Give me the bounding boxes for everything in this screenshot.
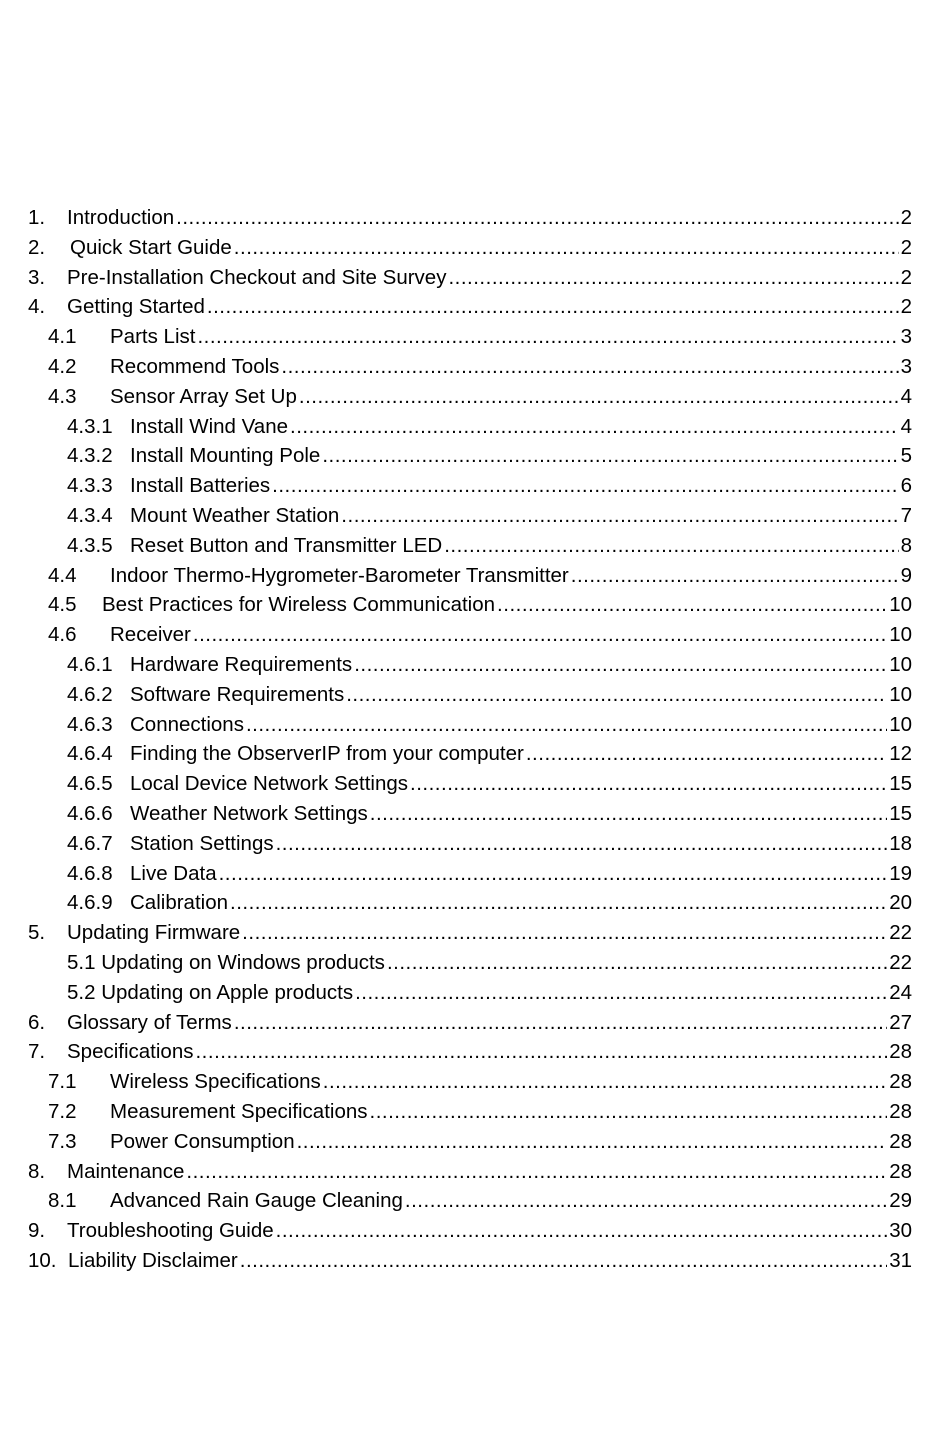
toc-entry-title: Station Settings: [130, 831, 274, 855]
toc-entry-title: Install Wind Vane: [130, 414, 289, 438]
toc-entry-page: 19: [889, 861, 912, 885]
toc-dot-leader: [297, 1127, 888, 1157]
toc-entry-body: [130, 412, 912, 442]
toc-entry-page: 4: [900, 384, 912, 408]
toc-entry-page: 2: [900, 265, 912, 289]
toc-entry-title: Wireless Specifications: [110, 1070, 321, 1094]
toc-dot-leader: [207, 292, 899, 322]
toc-entry[interactable]: [0, 769, 950, 799]
toc-entry-body: [130, 859, 912, 889]
toc-entry-page: 7: [900, 503, 912, 527]
toc-entry-number: 4.1: [48, 325, 77, 349]
toc-entry-body: [67, 263, 912, 293]
toc-entry-page: 28: [889, 1040, 912, 1064]
toc-entry-number: 5.: [28, 921, 46, 945]
toc-entry[interactable]: [0, 829, 950, 859]
toc-entry-body: [110, 352, 912, 382]
toc-entry-body: [130, 531, 912, 561]
toc-entry[interactable]: [0, 1127, 950, 1157]
toc-dot-leader: [186, 1157, 887, 1187]
toc-entry-title: 5.1 Updating on Windows products: [67, 950, 385, 974]
toc-entry-page: 2: [900, 206, 912, 229]
toc-entry-title: Quick Start Guide: [70, 235, 232, 259]
toc-entry-title: Indoor Thermo-Hygrometer-Barometer Transmitter: [110, 563, 569, 587]
toc-entry-page: 18: [889, 831, 912, 855]
toc-entry-page: 3: [900, 325, 912, 349]
toc-dot-leader: [387, 948, 887, 978]
toc-dot-leader: [370, 799, 887, 829]
toc-dot-leader: [370, 1097, 888, 1127]
toc-dot-leader: [176, 203, 898, 233]
toc-dot-leader: [234, 1008, 887, 1038]
toc-entry-page: 29: [889, 1189, 912, 1213]
toc-entry[interactable]: [0, 680, 950, 710]
toc-entry-body: [110, 322, 912, 352]
toc-dot-leader: [497, 590, 887, 620]
toc-entry-title: Mount Weather Station: [130, 503, 340, 527]
toc-entry-page: 31: [889, 1248, 912, 1272]
toc-entry-number: 4.3.5: [67, 533, 113, 557]
toc-entry-number: 4.6.2: [67, 682, 113, 706]
toc-entry-number: 6.: [28, 1010, 46, 1034]
toc-entry-page: 28: [889, 1129, 912, 1153]
toc-entry-body: [130, 501, 912, 531]
toc-dot-leader: [448, 263, 898, 293]
toc-entry-body: [130, 888, 912, 918]
toc-entry[interactable]: [0, 650, 950, 680]
toc-entry-body: [67, 1008, 912, 1038]
toc-dot-leader: [355, 978, 887, 1008]
toc-entry[interactable]: [0, 471, 950, 501]
toc-entry-page: 12: [889, 742, 912, 766]
toc-entry-number: 7.2: [48, 1099, 77, 1123]
toc-dot-leader: [410, 769, 887, 799]
toc-entry-body: [67, 918, 912, 948]
toc-entry-page: 15: [889, 801, 912, 825]
toc-entry[interactable]: [0, 620, 950, 650]
toc-entry-title: Hardware Requirements: [130, 652, 353, 676]
toc-entry-number: 3.: [28, 265, 46, 289]
toc-entry-number: 4.6.3: [67, 712, 113, 736]
toc-entry[interactable]: [0, 978, 950, 1008]
toc-dot-leader: [281, 352, 898, 382]
toc-dot-leader: [323, 1067, 887, 1097]
toc-entry-number: 4.6.9: [67, 891, 113, 915]
toc-entry-number: 4.6.8: [67, 861, 113, 885]
toc-entry-title: Finding the ObserverIP from your computer: [130, 742, 524, 766]
toc-entry[interactable]: [0, 1216, 950, 1246]
toc-entry-page: 10: [889, 593, 912, 617]
toc-entry[interactable]: [0, 799, 950, 829]
toc-entry-title: Receiver: [110, 623, 191, 647]
toc-entry[interactable]: [0, 1186, 950, 1216]
toc-entry-page: 30: [889, 1219, 912, 1243]
toc-entry-title: Specifications: [67, 1040, 194, 1064]
toc-entry-title: Measurement Specifications: [110, 1099, 368, 1123]
table-of-contents: [0, 203, 950, 1276]
toc-entry-body: [68, 1246, 912, 1276]
toc-entry-title: Best Practices for Wireless Communication: [102, 593, 496, 617]
toc-entry-number: 2.: [28, 235, 46, 259]
toc-entry-page: 10: [889, 652, 912, 676]
toc-entry[interactable]: [0, 233, 950, 263]
toc-entry-number: 10.: [28, 1248, 57, 1272]
toc-entry-body: [67, 1157, 912, 1187]
toc-entry-number: 4.4: [48, 563, 77, 587]
toc-entry-page: 10: [889, 623, 912, 647]
toc-entry-body: [110, 1127, 912, 1157]
toc-entry-body: [110, 382, 912, 412]
toc-entry[interactable]: [0, 590, 950, 620]
toc-entry-number: 4.3: [48, 384, 77, 408]
toc-dot-leader: [354, 650, 887, 680]
toc-entry-number: 4.6.1: [67, 652, 113, 676]
toc-entry-body: [67, 203, 912, 233]
toc-dot-leader: [193, 620, 887, 650]
toc-entry-title: 5.2 Updating on Apple products: [67, 980, 354, 1004]
toc-dot-leader: [290, 412, 899, 442]
toc-dot-leader: [272, 471, 898, 501]
toc-entry-body: [67, 292, 912, 322]
toc-entry-body: [110, 1186, 912, 1216]
toc-entry-page: 15: [889, 772, 912, 796]
toc-entry-page: 5: [900, 444, 912, 468]
toc-entry[interactable]: [0, 322, 950, 352]
toc-entry[interactable]: [0, 292, 950, 322]
toc-entry-title: Live Data: [130, 861, 217, 885]
toc-dot-leader: [219, 859, 888, 889]
toc-entry-title: Pre-Installation Checkout and Site Survey: [67, 265, 447, 289]
toc-dot-leader: [346, 680, 887, 710]
toc-entry[interactable]: [0, 1067, 950, 1097]
toc-entry-body: [130, 650, 912, 680]
toc-entry-number: 4.6.6: [67, 801, 113, 825]
toc-entry-number: 4.6.5: [67, 772, 113, 796]
toc-entry[interactable]: [0, 203, 950, 233]
toc-entry-page: 4: [900, 414, 912, 438]
toc-entry-body: [130, 739, 912, 769]
toc-entry-body: [130, 799, 912, 829]
toc-entry[interactable]: [0, 918, 950, 948]
toc-entry-title: Troubleshooting Guide: [67, 1219, 274, 1243]
toc-entry-title: Reset Button and Transmitter LED: [130, 533, 443, 557]
toc-entry-body: [102, 590, 912, 620]
toc-entry-title: Install Mounting Pole: [130, 444, 321, 468]
toc-entry-number: 1.: [28, 206, 46, 229]
toc-entry-body: [110, 1097, 912, 1127]
toc-dot-leader: [571, 561, 899, 591]
toc-entry-title: Sensor Array Set Up: [110, 384, 297, 408]
toc-entry[interactable]: [0, 1097, 950, 1127]
toc-entry-number: 4.5: [48, 593, 77, 617]
toc-entry-body: [130, 829, 912, 859]
toc-entry[interactable]: [0, 412, 950, 442]
toc-entry-title: Advanced Rain Gauge Cleaning: [110, 1189, 403, 1213]
toc-entry-page: 22: [889, 950, 912, 974]
toc-entry[interactable]: [0, 382, 950, 412]
toc-entry-page: 22: [889, 921, 912, 945]
toc-entry-body: [110, 561, 912, 591]
toc-entry[interactable]: [0, 859, 950, 889]
toc-entry-body: [67, 1216, 912, 1246]
toc-entry-body: [110, 1067, 912, 1097]
toc-entry-title: Install Batteries: [130, 474, 271, 498]
toc-dot-leader: [341, 501, 898, 531]
toc-entry-body: [130, 680, 912, 710]
toc-entry-page: 8: [900, 533, 912, 557]
toc-dot-leader: [195, 1037, 887, 1067]
toc-entry-title: Updating Firmware: [67, 921, 241, 945]
toc-entry[interactable]: [0, 948, 950, 978]
toc-entry-body: [67, 978, 912, 1008]
toc-entry[interactable]: [0, 1008, 950, 1038]
toc-entry-body: [70, 233, 912, 263]
toc-entry-body: [130, 471, 912, 501]
toc-entry-page: 6: [900, 474, 912, 498]
toc-dot-leader: [242, 918, 887, 948]
toc-entry[interactable]: [0, 531, 950, 561]
toc-dot-leader: [526, 739, 887, 769]
toc-entry[interactable]: [0, 352, 950, 382]
toc-entry-number: 4.: [28, 295, 46, 319]
toc-entry-page: 27: [889, 1010, 912, 1034]
toc-dot-leader: [240, 1246, 887, 1276]
toc-entry-title: Weather Network Settings: [130, 801, 368, 825]
toc-entry-title: Getting Started: [67, 295, 205, 319]
toc-entry[interactable]: [0, 501, 950, 531]
toc-entry-number: 4.6.4: [67, 742, 113, 766]
toc-entry[interactable]: [0, 441, 950, 471]
toc-entry-title: Liability Disclaimer: [68, 1248, 238, 1272]
toc-entry[interactable]: [0, 739, 950, 769]
toc-entry-number: 4.3.1: [67, 414, 113, 438]
toc-entry-number: 7.3: [48, 1129, 77, 1153]
toc-entry-title: Introduction: [67, 206, 175, 229]
toc-entry-page: 3: [900, 354, 912, 378]
toc-entry[interactable]: [0, 1037, 950, 1067]
toc-entry-body: [67, 1037, 912, 1067]
toc-entry-number: 4.6.7: [67, 831, 113, 855]
toc-entry-title: Maintenance: [67, 1159, 185, 1183]
toc-entry-number: 4.3.3: [67, 474, 113, 498]
toc-entry[interactable]: [0, 561, 950, 591]
toc-entry-number: 7.: [28, 1040, 46, 1064]
toc-dot-leader: [322, 441, 898, 471]
toc-dot-leader: [230, 888, 887, 918]
toc-entry-title: Calibration: [130, 891, 228, 915]
toc-entry-body: [110, 620, 912, 650]
toc-entry-page: 28: [889, 1070, 912, 1094]
toc-dot-leader: [197, 322, 898, 352]
toc-entry-title: Software Requirements: [130, 682, 345, 706]
toc-entry[interactable]: [0, 888, 950, 918]
toc-entry-number: 8.1: [48, 1189, 77, 1213]
toc-entry-title: Power Consumption: [110, 1129, 295, 1153]
toc-entry-page: 10: [889, 712, 912, 736]
toc-entry-title: Parts List: [110, 325, 196, 349]
toc-entry-page: 28: [889, 1099, 912, 1123]
toc-entry[interactable]: [0, 710, 950, 740]
toc-entry-title: Recommend Tools: [110, 354, 280, 378]
toc-dot-leader: [276, 1216, 888, 1246]
toc-entry-body: [130, 710, 912, 740]
toc-entry-page: 10: [889, 682, 912, 706]
toc-dot-leader: [405, 1186, 887, 1216]
toc-entry-body: [130, 769, 912, 799]
toc-entry-number: 4.3.4: [67, 503, 113, 527]
toc-dot-leader: [276, 829, 888, 859]
toc-entry-title: Local Device Network Settings: [130, 772, 409, 796]
toc-entry-number: 4.6: [48, 623, 77, 647]
toc-entry-number: 8.: [28, 1159, 46, 1183]
toc-entry-body: [130, 441, 912, 471]
toc-entry-number: 7.1: [48, 1070, 77, 1094]
toc-entry[interactable]: [0, 263, 950, 293]
toc-dot-leader: [444, 531, 898, 561]
toc-entry-number: 4.2: [48, 354, 77, 378]
toc-entry-number: 9.: [28, 1219, 46, 1243]
toc-entry-page: 9: [900, 563, 912, 587]
toc-dot-leader: [299, 382, 899, 412]
toc-entry-number: 4.3.2: [67, 444, 113, 468]
toc-dot-leader: [246, 710, 887, 740]
toc-entry-page: 20: [889, 891, 912, 915]
toc-entry-page: 28: [889, 1159, 912, 1183]
toc-entry-title: Glossary of Terms: [67, 1010, 232, 1034]
toc-entry[interactable]: [0, 1157, 950, 1187]
toc-entry-page: 24: [889, 980, 912, 1004]
toc-entry[interactable]: [0, 1246, 950, 1276]
toc-dot-leader: [234, 233, 899, 263]
toc-entry-page: 2: [900, 235, 912, 259]
toc-entry-body: [67, 948, 912, 978]
toc-entry-title: Connections: [130, 712, 244, 736]
toc-entry-page: 2: [900, 295, 912, 319]
